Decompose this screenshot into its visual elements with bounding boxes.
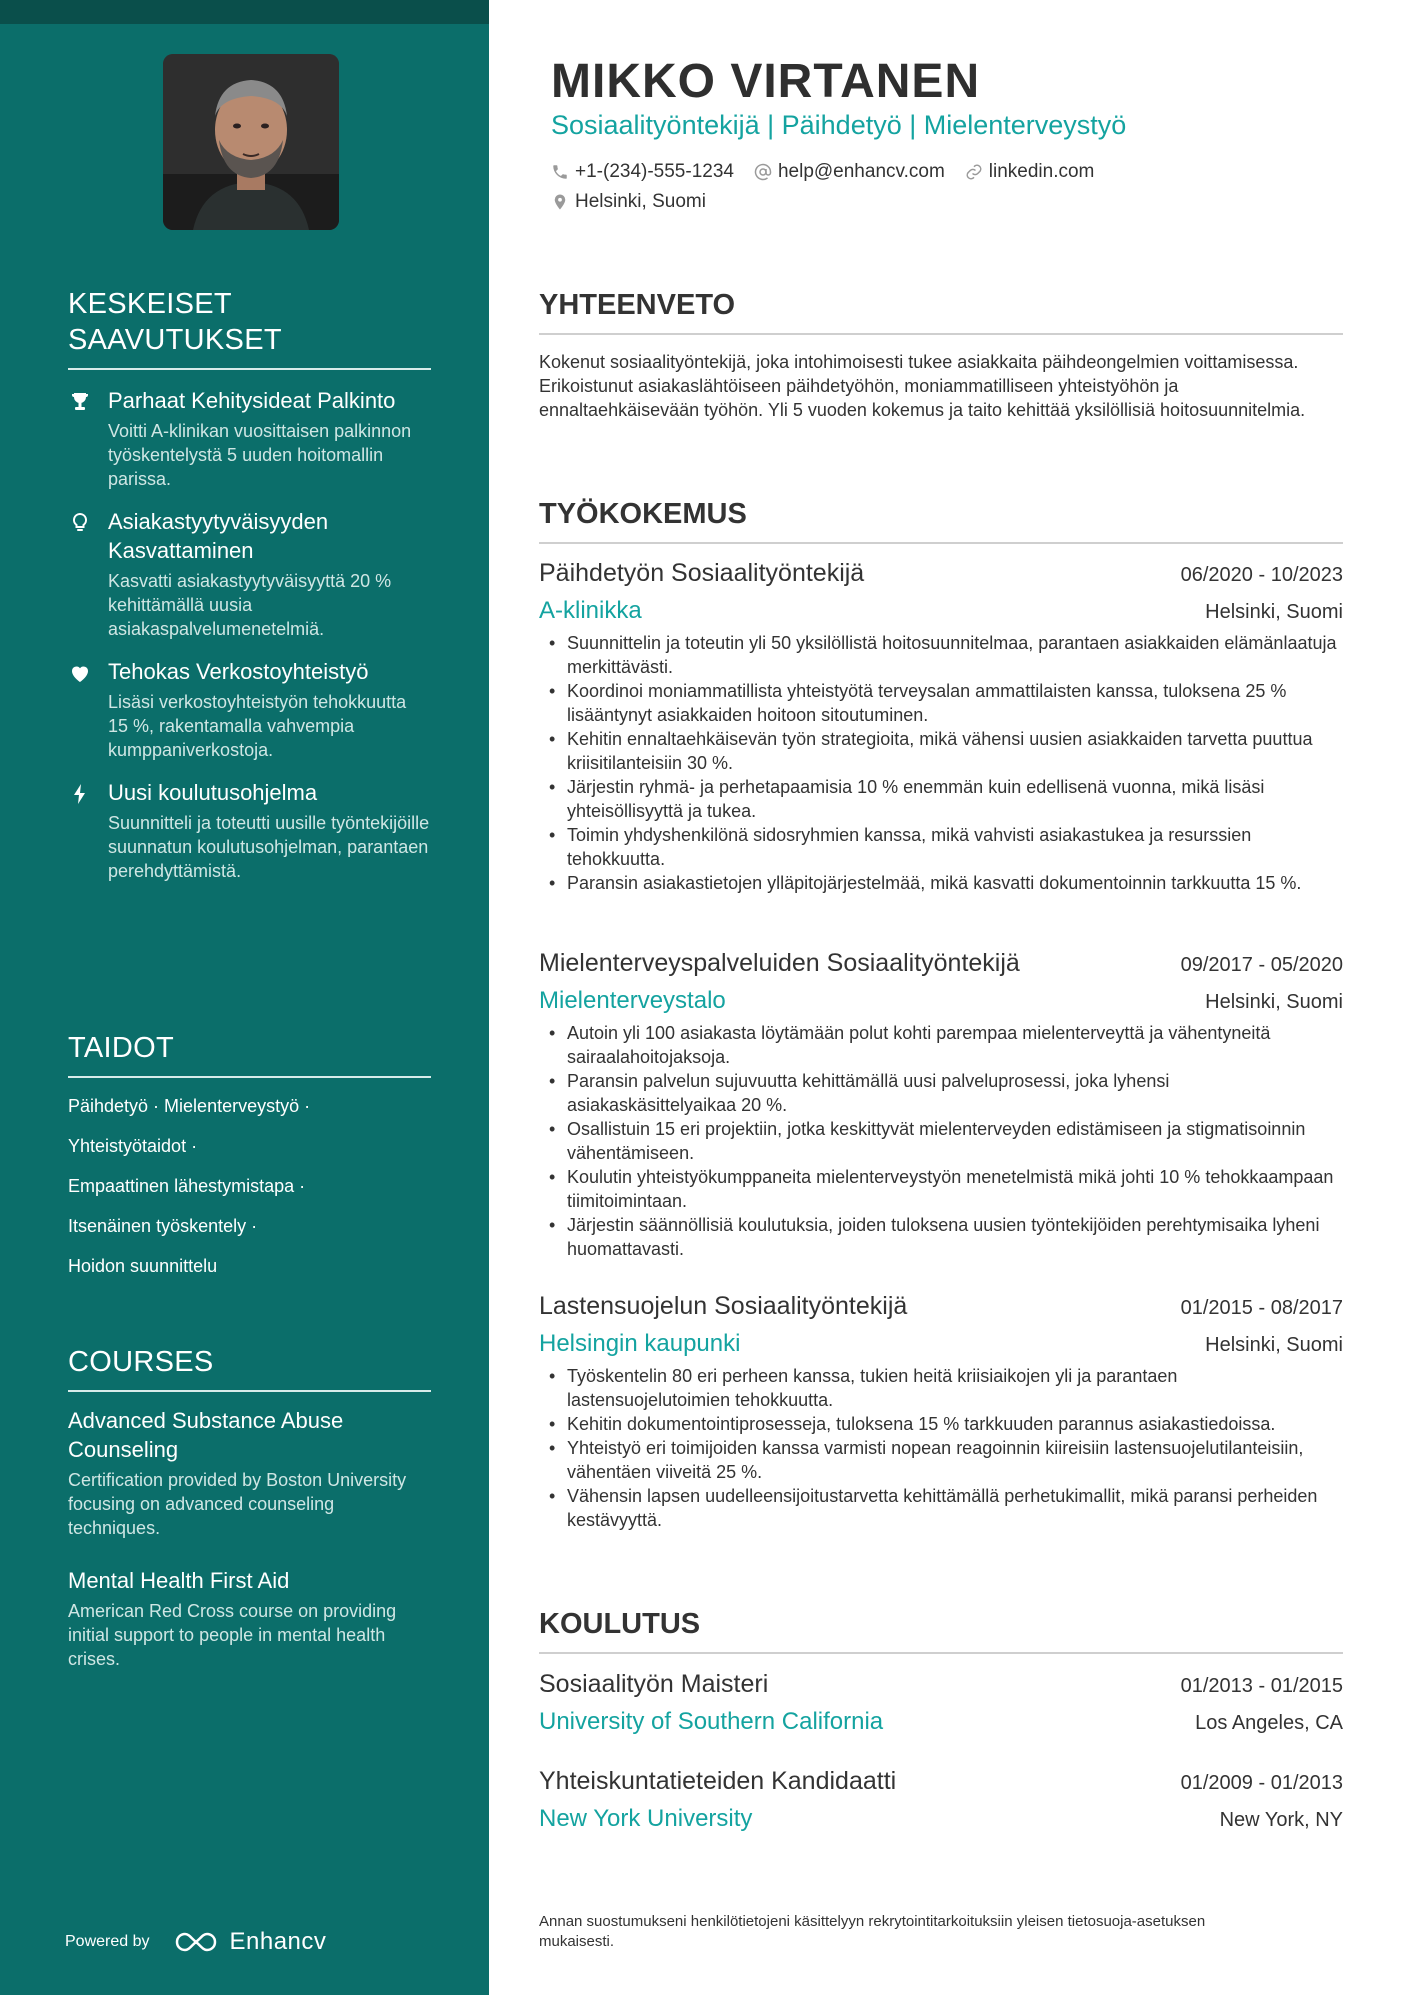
achievement-title: Uusi koulutusohjelma xyxy=(108,780,318,805)
achievements-section xyxy=(68,286,431,883)
summary-title: YHTEENVETO xyxy=(539,287,1343,335)
job-title: Päihdetyön Sosiaalityöntekijä xyxy=(539,559,865,587)
enhancv-logo[interactable] xyxy=(174,1928,327,1956)
job-bullet: • Kehitin dokumentointiprosesseja, tuloksena 15 % tarkkuuden parannus asiakastiedoissa. xyxy=(567,1412,1343,1436)
phone-icon xyxy=(551,163,569,181)
job-bullet: • Kehitin ennaltaehkäisevän työn strategioita, mikä vähensi uusien asiakkaiden tarvetta puuttua kriisitilanteisiin 30 %. xyxy=(567,727,1343,775)
contact-linkedin[interactable] xyxy=(965,161,1095,183)
job-location: Helsinki, Suomi xyxy=(1205,1334,1343,1356)
sidebar-top-bar xyxy=(0,0,489,24)
job-bullet: • Koordinoi moniammatillista yhteistyötä terveysalan ammattilaisten kanssa, tuloksena 25 % lisääntynyt asiakkaiden hoitoon sitoutuminen. xyxy=(567,679,1343,727)
job-bullets xyxy=(539,1021,1343,1261)
achievement-item xyxy=(68,657,431,762)
job-dates: 01/2015 - 08/2017 xyxy=(1180,1297,1343,1319)
job-bullets xyxy=(539,631,1343,895)
job-title: Lastensuojelun Sosiaalityöntekijä xyxy=(539,1292,908,1320)
achievement-desc: Suunnitteli ja toteutti uusille työntekijöille suunnatun koulutusohjelman, parantaen perehdyttämistä. xyxy=(108,813,430,881)
skill-item: Empaattinen lähestymistapa · xyxy=(68,1176,306,1196)
contact-row xyxy=(551,161,1114,183)
course-item xyxy=(68,1406,431,1540)
job-bullet: • Vähensin lapsen uudelleensijoitustarvetta kehittämällä perhetukimallit, mikä paransi perheiden kestävyyttä. xyxy=(567,1484,1343,1532)
education-item xyxy=(539,1765,1343,1835)
skill-item: Itsenäinen työskentely · xyxy=(68,1216,258,1236)
enhancv-logo-icon xyxy=(174,1930,220,1954)
skill-item: Hoidon suunnittelu xyxy=(68,1256,218,1276)
job-location: Helsinki, Suomi xyxy=(1205,601,1343,623)
school-location: Los Angeles, CA xyxy=(1195,1712,1343,1734)
course-item xyxy=(68,1566,431,1671)
job-bullet: • Toimin yhdyshenkilönä sidosryhmien kanssa, mikä vahvisti asiakastukea ja resurssien tehokkuutta. xyxy=(567,823,1343,871)
job-bullet: • Osallistuin 15 eri projektiin, jotka keskittyvät mielenterveyden edistämiseen ja stigmatisoinnin vähentämiseen. xyxy=(567,1117,1343,1165)
achievement-title: Asiakastyytyväisyyden Kasvattaminen xyxy=(108,509,329,563)
link-icon xyxy=(965,163,983,181)
achievement-desc: Kasvatti asiakastyytyväisyyttä 20 % kehittämällä uusia asiakaspalvelumenetelmiä. xyxy=(108,571,392,639)
at-icon xyxy=(754,163,772,181)
location-text: Helsinki, Suomi xyxy=(575,191,706,212)
school-name: New York University xyxy=(539,1805,753,1832)
education-title: KOULUTUS xyxy=(539,1606,1343,1654)
job-bullet: • Yhteistyö eri toimijoiden kanssa varmisti nopean reagoinnin kiireisiin lastensuojelutilanteisiin, vähentäen viiveitä 25 %. xyxy=(567,1436,1343,1484)
phone-text: +1-(234)-555-1234 xyxy=(575,161,734,182)
lightbulb-icon xyxy=(68,507,108,641)
achievement-title: Parhaat Kehitysideat Palkinto xyxy=(108,388,396,413)
skill-item: Päihdetyö · Mielenterveystyö · xyxy=(68,1096,311,1116)
contact-email[interactable] xyxy=(754,161,945,183)
job-bullet: • Autoin yli 100 asiakasta löytämään polut kohti parempaa mielenterveyttä ja vähentyneitä sairaalahoitojaksoja. xyxy=(567,1021,1343,1069)
contact-location xyxy=(551,191,706,213)
enhancv-logo-text: Enhancv xyxy=(229,1928,327,1955)
sidebar xyxy=(0,0,489,1995)
powered-by xyxy=(65,1928,326,1956)
summary-text: Kokenut sosiaalityöntekijä, joka intohimoisesti tukee asiakkaita päihdeongelmien voittamisessa. Erikoistunut asiakaslähtöiseen päihdetyöhön, moniammatilliseen yhteistyöhön ja ennaltaehkäisevään työhön. Yli 5 vuoden kokemus ja taito kehittää yksilöllisiä hoitosuunnitelmia. xyxy=(539,352,1306,420)
education-dates: 01/2013 - 01/2015 xyxy=(1180,1675,1343,1697)
location-pin-icon xyxy=(551,193,569,211)
achievements-title: KESKEISET SAAVUTUKSET xyxy=(68,286,431,370)
job-bullet: • Paransin palvelun sujuvuutta kehittämällä uusi palveluprosessi, joka lyhensi asiakaskäsittelyaikaa 20 %. xyxy=(567,1069,1343,1117)
courses-section xyxy=(68,1344,431,1671)
job-dates: 06/2020 - 10/2023 xyxy=(1180,564,1343,586)
contact-phone[interactable] xyxy=(551,161,734,183)
contact-row-2 xyxy=(551,191,726,213)
course-desc: Certification provided by Boston University focusing on advanced counseling techniques. xyxy=(68,1470,407,1538)
job-item xyxy=(539,947,1343,1261)
trophy-icon xyxy=(68,386,108,491)
course-title: Advanced Substance Abuse Counseling xyxy=(68,1408,344,1462)
school-name: University of Southern California xyxy=(539,1708,884,1735)
lightning-icon xyxy=(68,778,108,883)
heart-icon xyxy=(68,657,108,762)
achievement-item xyxy=(68,507,431,641)
candidate-name: MIKKO VIRTANEN xyxy=(551,55,981,108)
email-text: help@enhancv.com xyxy=(777,161,945,182)
job-bullet: • Järjestin säännöllisiä koulutuksia, joiden tuloksena uusien työntekijöiden perehtymisaika lyheni huomattavasti. xyxy=(567,1213,1343,1261)
job-bullet: • Työskentelin 80 eri perheen kanssa, tukien heitä kriisiaikojen yli ja parantaen lastensuojelutoimien tehokkuutta. xyxy=(567,1364,1343,1412)
job-company: A-klinikka xyxy=(539,597,642,624)
course-title: Mental Health First Aid xyxy=(68,1568,290,1593)
job-bullet: • Koulutin yhteistyökumppaneita mielenterveystyön menetelmistä mikä johti 10 % tehokkaampaan tiimitoimintaan. xyxy=(567,1165,1343,1213)
degree-title: Yhteiskuntatieteiden Kandidaatti xyxy=(539,1767,897,1795)
consent-text: Annan suostumukseni henkilötietojeni käsittelyyn rekrytointitarkoituksiin yleisen tietosuoja-asetuksen mukaisesti. xyxy=(539,1913,1206,1950)
experience-title: TYÖKOKEMUS xyxy=(539,496,1343,544)
job-location: Helsinki, Suomi xyxy=(1205,991,1343,1013)
education-item xyxy=(539,1668,1343,1738)
skills-title: TAIDOT xyxy=(68,1030,431,1078)
job-bullet: • Suunnittelin ja toteutin yli 50 yksilöllistä hoitosuunnitelmaa, parantaen asiakkaiden elämänlaatuja merkittävästi. xyxy=(567,631,1343,679)
job-bullet: • Järjestin ryhmä- ja perhetapaamisia 10 % enemmän kuin edellisenä vuonna, mikä lisäsi yhteisöllisyyttä ja tukea. xyxy=(567,775,1343,823)
job-company: Helsingin kaupunki xyxy=(539,1330,741,1357)
achievement-desc: Voitti A-klinikan vuosittaisen palkinnon työskentelystä 5 uuden hoitomallin parissa. xyxy=(108,421,412,489)
courses-title: COURSES xyxy=(68,1344,431,1392)
achievement-desc: Lisäsi verkostoyhteistyön tehokkuutta 15 %, rakentamalla vahvempia kumppaniverkostoja. xyxy=(108,692,407,760)
school-location: New York, NY xyxy=(1219,1809,1343,1831)
skill-item: Yhteistyötaidot · xyxy=(68,1136,198,1156)
degree-title: Sosiaalityön Maisteri xyxy=(539,1670,769,1698)
achievement-title: Tehokas Verkostoyhteistyö xyxy=(108,659,369,684)
job-company: Mielenterveystalo xyxy=(539,987,726,1014)
job-bullets xyxy=(539,1364,1343,1532)
job-title: Mielenterveyspalveluiden Sosiaalityöntekijä xyxy=(539,949,1020,977)
course-desc: American Red Cross course on providing initial support to people in mental health crises. xyxy=(68,1601,397,1669)
profile-photo xyxy=(163,54,339,230)
linkedin-text: linkedin.com xyxy=(988,161,1095,182)
job-dates: 09/2017 - 05/2020 xyxy=(1180,954,1343,976)
achievement-item xyxy=(68,778,431,883)
job-item xyxy=(539,1290,1343,1532)
candidate-subtitle: Sosiaalityöntekijä | Päihdetyö | Mielenterveystyö xyxy=(551,110,1127,140)
education-dates: 01/2009 - 01/2013 xyxy=(1180,1772,1343,1794)
job-item xyxy=(539,557,1343,895)
achievement-item xyxy=(68,386,431,491)
skills-section xyxy=(68,1030,431,1278)
job-bullet: • Paransin asiakastietojen ylläpitojärjestelmää, mikä kasvatti dokumentoinnin tarkkuutta 15 %. xyxy=(567,871,1343,895)
powered-by-label: Powered by xyxy=(65,1933,150,1950)
